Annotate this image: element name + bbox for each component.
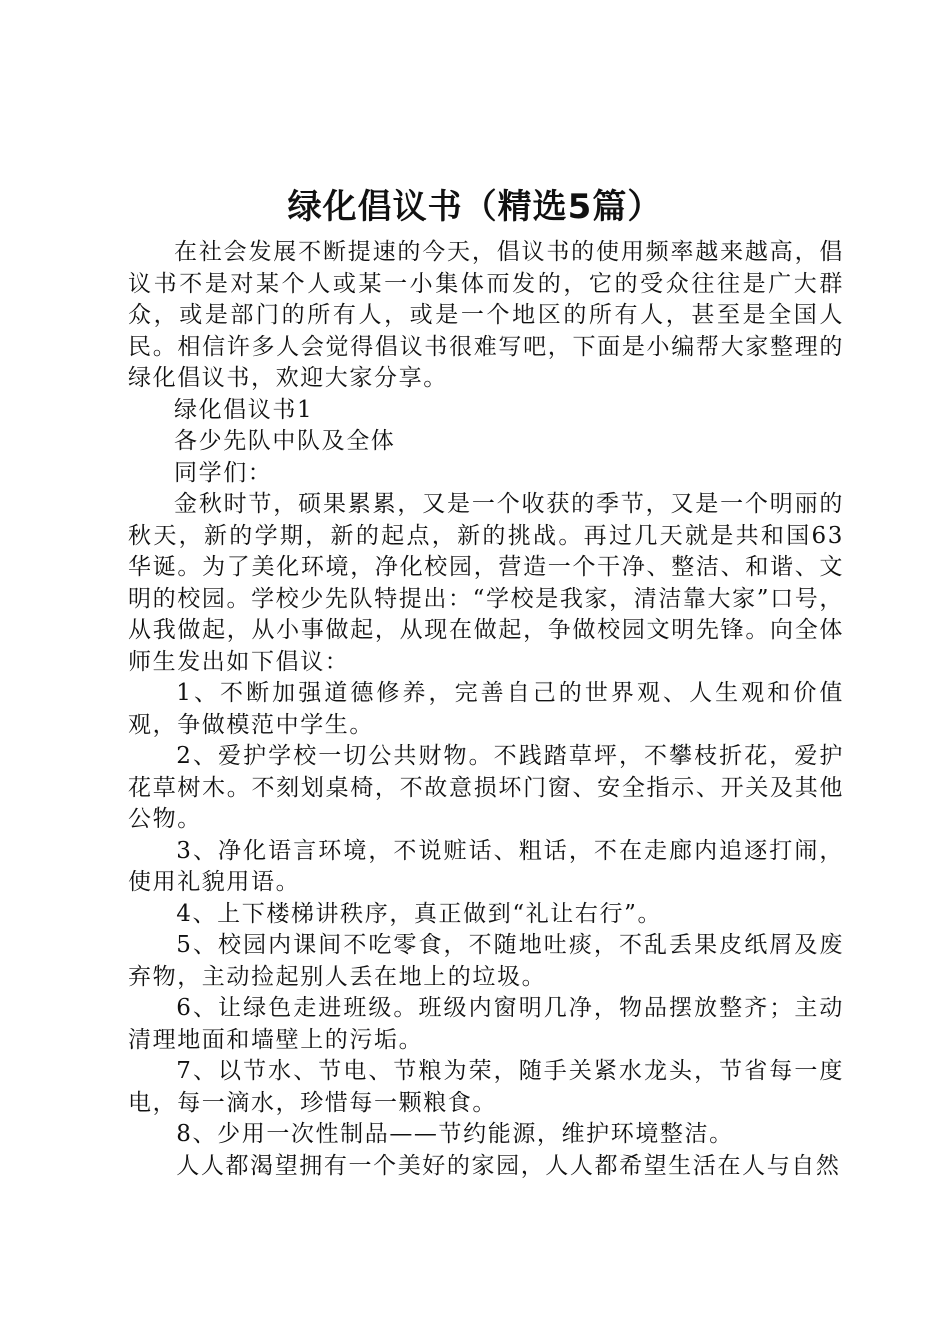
list-item: 4、上下楼梯讲秩序，真正做到“礼让右行”。: [176, 900, 663, 927]
list-item: 6、让绿色走进班级。班级内窗明几净，物品摆放整齐；主动清理地面和墙壁上的污垢。: [128, 995, 844, 1053]
list-item: 5、校园内课间不吃零食，不随地吐痰，不乱丢果皮纸屑及废弃物，主动捡起别人丢在地上的垃圾。: [128, 932, 844, 990]
body-paragraph: 金秋时节，硕果累累，又是一个收获的季节，又是一个明丽的秋天，新的学期，新的起点，新的挑战。再过几天就是共和国63华诞。为了美化环境，净化校园，营造一个干净、整洁、和谐、文明的校园。学校少先队特提出：“学校是我家，清洁靠大家”口号，从我做起，从小事做起，从现在做起，争做校园文明先锋。向全体师生发出如下倡议：: [128, 491, 844, 675]
list-item: 8、少用一次性制品——节约能源，维护环境整洁。: [176, 1121, 734, 1147]
salutation-line: 各少先队中队及全体: [174, 428, 396, 454]
document-title: 绿化倡议书（精选5篇）: [287, 187, 663, 227]
list-item: 2、爱护学校一切公共财物。不践踏草坪，不攀枝折花，爱护花草树木。不刻划桌椅，不故意损坏门窗、安全指示、开关及其他公物。: [128, 743, 844, 832]
list-item: 3、净化语言环境，不说赃话、粗话，不在走廊内追逐打闹，使用礼貌用语。: [128, 837, 844, 895]
salutation-line: 同学们：: [174, 459, 273, 486]
section-heading: 绿化倡议书1: [174, 396, 314, 423]
intro-paragraph: 在社会发展不断提速的今天，倡议书的使用频率越来越高，倡议书不是对某个人或某一小集体而发的，它的受众往往是广大群众，或是部门的所有人，或是一个地区的所有人，甚至是全国人民。相信许多人会觉得倡议书很难写吧，下面是小编帮大家整理的绿化倡议书，欢迎大家分享。: [128, 239, 844, 391]
list-item: 7、以节水、节电、节粮为荣，随手关紧水龙头，节省每一度电，每一滴水，珍惜每一颗粮食。: [128, 1058, 844, 1116]
list-item: 1、不断加强道德修养，完善自己的世界观、人生观和价值观，争做模范中学生。: [128, 680, 844, 738]
document-body: [128, 237, 844, 1182]
body-paragraph: 人人都渴望拥有一个美好的家园，人人都希望生活在人与自然: [176, 1152, 841, 1179]
